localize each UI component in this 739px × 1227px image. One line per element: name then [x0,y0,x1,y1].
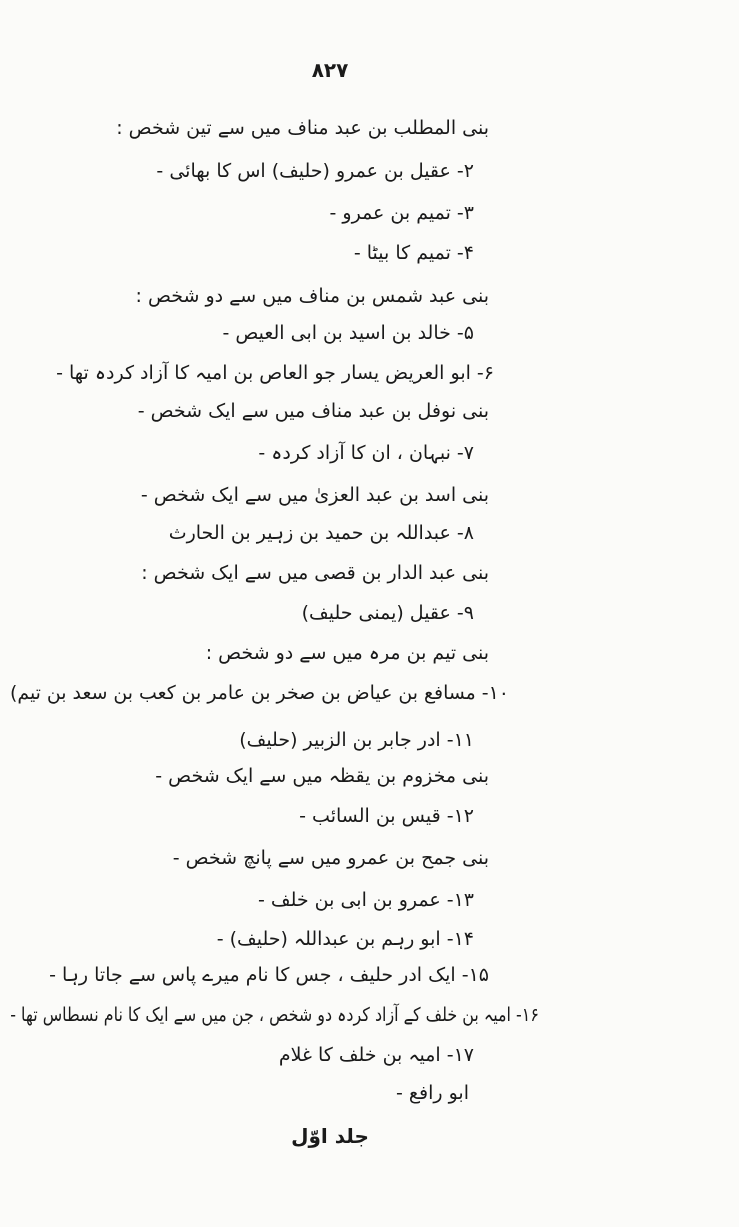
text-line: بنی اسد بن عبد العزیٰ میں سے ایک شخص - [140,484,489,506]
text-line: ۹- عقیل (یمنی حلیف) [301,602,474,624]
text-line: ۱۷- امیہ بن خلف کا غلام [278,1044,474,1066]
text-line: بنی عبد الدار بن قصی میں سے ایک شخص : [141,562,489,584]
text-line: ۱۰- مسافع بن عیاض بن صخر بن عامر بن کعب بن سعد بن تیم) [10,682,509,704]
text-line: بنی مخزوم بن یقظہ میں سے ایک شخص - [155,765,489,787]
text-line: ابو رافع - [396,1082,469,1104]
page-number: ۸۲۷ [311,58,349,82]
text-line: بنی جمح بن عمرو میں سے پانچ شخص - [172,847,489,869]
text-line: بنی عبد شمس بن مناف میں سے دو شخص : [135,285,489,307]
text-line: ۱۲- قیس بن السائب - [299,805,474,827]
text-line: ۶- ابو العریض یسار جو العاص بن امیہ کا آزاد کردہ تھا - [56,362,494,384]
text-line: ۱۴- ابو رہم بن عبداللہ (حلیف) - [216,928,474,950]
text-line: ۱۱- ادر جابر بن الزبیر (حلیف) [239,729,474,751]
volume-label: جلد اوّل [291,1124,369,1148]
text-line: ۵- خالد بن اسید بن ابی العیص - [222,322,474,344]
text-line: ۲- عقیل بن عمرو (حلیف) اس کا بھائی - [156,160,474,182]
text-line: بنی تیم بن مرہ میں سے دو شخص : [205,642,489,664]
text-line: ۱۶- امیہ بن خلف کے آزاد کردہ دو شخص ، جن میں سے ایک کا نام نسطاس تھا - [10,1004,539,1026]
text-line: ۸- عبداللہ بن حمید بن زہیر بن الحارث [168,522,474,544]
text-line: ۳- تمیم بن عمرو - [329,202,474,224]
text-line: ۱۵- ایک ادر حلیف ، جس کا نام میرے پاس سے جاتا رہا - [49,964,489,986]
text-line: ۷- نبہان ، ان کا آزاد کردہ - [258,442,474,464]
text-line: بنی نوفل بن عبد مناف میں سے ایک شخص - [137,400,489,422]
text-line: ۱۳- عمرو بن ابی بن خلف - [258,889,474,911]
text-line: ۴- تمیم کا بیٹا - [353,242,474,264]
text-line: بنی المطلب بن عبد مناف میں سے تین شخص : [116,117,489,139]
